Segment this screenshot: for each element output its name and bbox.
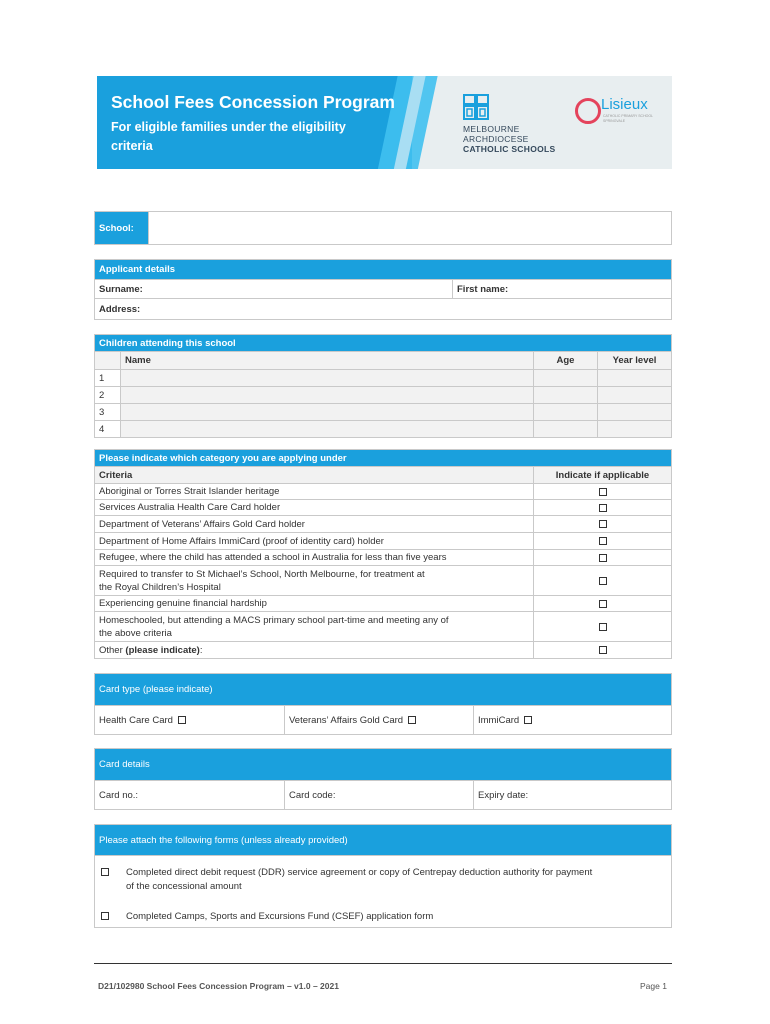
criteria-label: Homeschooled, but attending a MACS primary school part-time and meeting any of xyxy=(99,614,449,626)
indicate-column-header: Indicate if applicable xyxy=(533,467,671,483)
lisieux-wordmark: Lisieux xyxy=(601,96,648,113)
age-column-header: Age xyxy=(533,352,597,369)
table-row xyxy=(95,403,671,420)
gold-card-checkbox[interactable] xyxy=(408,716,416,724)
row-number-header xyxy=(95,352,120,369)
applicant-table xyxy=(94,259,672,320)
card-details-table xyxy=(94,748,672,810)
row-number: 2 xyxy=(99,389,105,401)
table-row xyxy=(95,369,671,386)
other-criteria-label[interactable] xyxy=(95,642,533,658)
ddr-item-label-cont: of the concessional amount xyxy=(126,881,242,892)
criteria-label-cont: the above criteria xyxy=(99,627,172,639)
criteria-column-header: Criteria xyxy=(99,469,133,481)
list-item xyxy=(95,565,671,595)
health-care-card-label: Health Care Card xyxy=(99,714,173,726)
list-item xyxy=(95,499,671,515)
child-year-field[interactable] xyxy=(597,421,671,437)
list-item xyxy=(95,611,671,641)
card-type-table xyxy=(94,673,672,735)
list-item xyxy=(95,641,671,658)
child-age-field[interactable] xyxy=(533,387,597,403)
name-column-header: Name xyxy=(120,352,533,369)
csef-checkbox[interactable] xyxy=(101,912,109,920)
macs-cross-icon xyxy=(463,94,489,120)
criteria-label: Department of Veterans’ Affairs Gold Card holder xyxy=(99,518,305,530)
school-label: School: xyxy=(95,212,148,244)
card-type-heading: Card type (please indicate) xyxy=(99,684,213,695)
attach-table xyxy=(94,824,672,928)
criteria-label: Required to transfer to St Michael’s School, North Melbourne, for treatment at xyxy=(99,568,425,580)
immicard-label: ImmiCard xyxy=(478,714,520,726)
criteria-checkbox[interactable] xyxy=(599,488,607,496)
immicard-option[interactable] xyxy=(473,706,671,734)
school-table xyxy=(94,211,672,245)
criteria-label: Services Australia Health Care Card holder xyxy=(99,502,281,513)
list-item xyxy=(95,549,671,565)
table-row xyxy=(95,386,671,403)
gold-card-option[interactable] xyxy=(284,706,473,734)
criteria-checkbox[interactable] xyxy=(599,623,607,631)
child-year-field[interactable] xyxy=(597,370,671,386)
year-level-column-header: Year level xyxy=(597,352,671,369)
immicard-checkbox[interactable] xyxy=(524,716,532,724)
criteria-label: Aboriginal or Torres Strait Islander heritage xyxy=(99,486,280,497)
row-number: 4 xyxy=(99,423,105,435)
attach-heading: Please attach the following forms (unless already provided) xyxy=(99,834,348,846)
address-field[interactable]: Address: xyxy=(99,303,141,315)
list-item xyxy=(95,515,671,532)
other-suffix: : xyxy=(199,644,203,656)
child-age-field[interactable] xyxy=(533,404,597,420)
row-number: 1 xyxy=(99,372,105,384)
health-care-card-checkbox[interactable] xyxy=(178,716,186,724)
list-item xyxy=(99,866,667,894)
first-name-field[interactable]: First name: xyxy=(452,280,671,298)
header-banner xyxy=(97,76,672,169)
card-details-heading: Card details xyxy=(99,759,150,770)
list-item xyxy=(95,595,671,611)
footer-document-id: D21/102980 School Fees Concession Program – v1.0 – 2021 xyxy=(98,981,339,991)
surname-field[interactable]: Surname: xyxy=(99,283,143,295)
row-number: 3 xyxy=(99,406,105,418)
child-age-field[interactable] xyxy=(533,421,597,437)
lisieux-tagline: CATHOLIC PRIMARY SCHOOL SPRINGVALE xyxy=(603,114,653,123)
other-bold: (please indicate) xyxy=(125,644,200,656)
child-name-field[interactable] xyxy=(120,387,533,403)
criteria-checkbox[interactable] xyxy=(599,520,607,528)
lisieux-emblem-icon xyxy=(575,98,601,124)
macs-line-2: ARCHDIOCESE xyxy=(463,134,529,144)
criteria-checkbox[interactable] xyxy=(599,577,607,585)
ddr-item-label: Completed direct debit request (DDR) service agreement or copy of Centrepay deduction authority for payment xyxy=(126,867,593,878)
table-row xyxy=(95,420,671,437)
criteria-checkbox[interactable] xyxy=(599,504,607,512)
health-care-card-option[interactable] xyxy=(95,706,284,734)
criteria-label: Refugee, where the child has attended a school in Australia for less than five years xyxy=(99,552,447,563)
list-item xyxy=(95,483,671,499)
gold-card-label: Veterans’ Affairs Gold Card xyxy=(289,714,404,726)
criteria-checkbox[interactable] xyxy=(599,537,607,545)
child-name-field[interactable] xyxy=(120,404,533,420)
child-age-field[interactable] xyxy=(533,370,597,386)
footer-page-number: Page 1 xyxy=(640,981,667,991)
footer-divider xyxy=(94,963,672,964)
child-year-field[interactable] xyxy=(597,404,671,420)
page-subtitle: For eligible families under the eligibility criteria xyxy=(111,120,346,153)
children-table xyxy=(94,334,672,438)
lisieux-logo xyxy=(575,96,665,136)
macs-line-1: MELBOURNE xyxy=(463,124,520,134)
child-name-field[interactable] xyxy=(120,370,533,386)
child-name-field[interactable] xyxy=(120,421,533,437)
card-no-field[interactable]: Card no.: xyxy=(99,789,139,801)
criteria-checkbox[interactable] xyxy=(599,554,607,562)
ddr-checkbox[interactable] xyxy=(101,868,109,876)
macs-line-3: CATHOLIC SCHOOLS xyxy=(463,144,556,154)
criteria-checkbox[interactable] xyxy=(599,600,607,608)
criteria-label: Department of Home Affairs ImmiCard (proof of identity card) holder xyxy=(99,535,384,547)
children-heading: Children attending this school xyxy=(99,337,236,349)
criteria-checkbox[interactable] xyxy=(599,646,607,654)
school-field[interactable] xyxy=(148,212,671,244)
list-item xyxy=(95,532,671,549)
category-table xyxy=(94,449,672,659)
page-title: School Fees Concession Program xyxy=(111,92,395,112)
child-year-field[interactable] xyxy=(597,387,671,403)
csef-item-label: Completed Camps, Sports and Excursions Fund (CSEF) application form xyxy=(126,911,434,922)
card-code-field[interactable]: Card code: xyxy=(284,781,473,809)
other-prefix: Other xyxy=(99,644,126,656)
expiry-date-field[interactable]: Expiry date: xyxy=(473,781,671,809)
list-item xyxy=(99,910,667,924)
macs-logo xyxy=(463,94,583,154)
category-heading: Please indicate which category you are applying under xyxy=(99,452,347,464)
criteria-label-cont: the Royal Children’s Hospital xyxy=(99,581,221,593)
criteria-label: Experiencing genuine financial hardship xyxy=(99,598,267,609)
applicant-heading: Applicant details xyxy=(99,264,176,275)
